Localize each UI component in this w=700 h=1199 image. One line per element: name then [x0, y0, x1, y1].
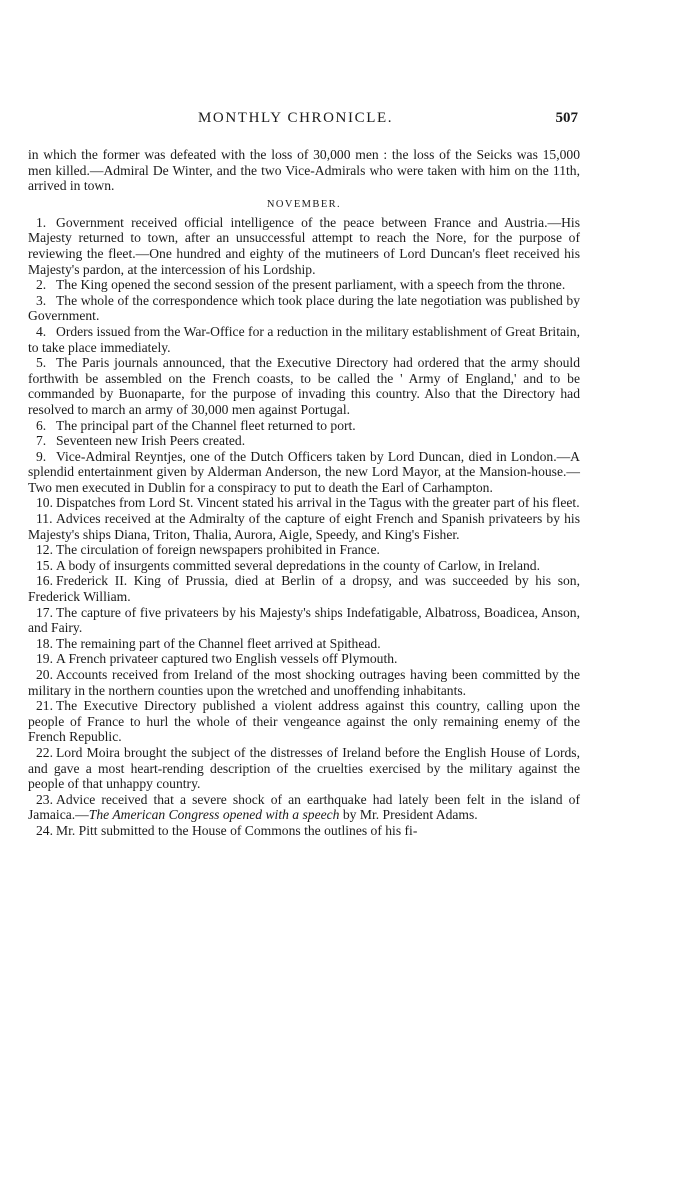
- page-header: [28, 110, 580, 132]
- entry-day: 11.: [36, 511, 53, 527]
- entry-text-italic: The American Congress opened with a speech: [88, 807, 340, 823]
- entry-day: 23.: [36, 791, 53, 807]
- entry-text: The King opened the second session of the present parliament, with a speech from the throne.: [56, 277, 566, 293]
- entry-day: 12.: [36, 542, 53, 558]
- entry-2: [28, 277, 580, 293]
- entry-21: [28, 698, 580, 745]
- running-head: MONTHLY CHRONICLE.: [198, 110, 394, 126]
- entry-16: [28, 573, 580, 604]
- entry-18: [28, 636, 580, 652]
- entry-text: Advice received that a severe shock of an earthquake had lately been felt in the island of Jamaica.—: [28, 791, 580, 823]
- entry-7: [28, 433, 580, 449]
- entry-3: [28, 293, 580, 324]
- intro-paragraph: in which the former was defeated with the loss of 30,000 men : the loss of the Seicks was 15,000 men killed.—Admiral De Winter, and the two Vice-Admirals who were taken with him on the 11th, arrived in town.: [28, 147, 580, 194]
- entry-day: 24.: [36, 822, 53, 838]
- entry-9: [28, 449, 580, 496]
- entry-text: The remaining part of the Channel fleet arrived at Spithead.: [56, 635, 381, 651]
- entry-4: [28, 324, 580, 355]
- entry-text: Advices received at the Admiralty of the capture of eight French and Spanish privateers by his Majesty's ships Diana, Triton, Thalia, Aurora, Aigle, Speedy, and King's Fisher.: [28, 511, 580, 542]
- entry-text: The capture of five privateers by his Majesty's ships Indefatigable, Albatross, Boadicea, Anson, and Fairy.: [28, 604, 580, 636]
- entry-15: [28, 558, 580, 574]
- entry-text: Dispatches from Lord St. Vincent stated his arrival in the Tagus with the greater part of his fleet.: [56, 495, 580, 511]
- entry-text: Seventeen new Irish Peers created.: [56, 433, 246, 449]
- entry-day: 21.: [36, 698, 53, 714]
- entry-day: 7.: [36, 433, 47, 449]
- page-number: 507: [555, 110, 578, 126]
- entry-day: 4.: [36, 323, 47, 339]
- entry-24: [28, 823, 580, 839]
- entry-day: 16.: [36, 573, 53, 589]
- entry-text: The Executive Directory published a violent address against this country, calling upon the people of France to hurl the whole of their vengeance against the only remaining enemy of the French Republic.: [28, 698, 580, 745]
- entry-22: [28, 745, 580, 792]
- entry-11: [28, 511, 580, 542]
- entry-day: 3.: [36, 292, 47, 308]
- entry-day: 20.: [36, 667, 53, 682]
- entry-23: [28, 792, 580, 823]
- entry-1: [28, 215, 580, 277]
- entry-day: 1.: [36, 214, 47, 230]
- entry-text: A body of insurgents committed several depredations in the county of Carlow, in Ireland.: [56, 557, 540, 573]
- entry-text: The Paris journals announced, that the Executive Directory had ordered that the army should forthwith be assembled on the French coasts, to be called the ' Army of England,' and to be commanded by Buonaparte, for the purpose of invading this country. Also that the Directory had resolved to march an army of 30,000 men against Portugal.: [28, 355, 580, 417]
- entry-text: The circulation of foreign newspapers prohibited in France.: [56, 542, 380, 558]
- entry-day: 5.: [36, 355, 47, 371]
- entry-10: [28, 495, 580, 511]
- entry-day: 15.: [36, 557, 53, 573]
- entry-text-after: by Mr. President Adams.: [339, 807, 478, 823]
- section-title: NOVEMBER.: [266, 198, 342, 210]
- entry-text: The principal part of the Channel fleet returned to port.: [56, 417, 356, 433]
- entry-17: [28, 605, 580, 636]
- entry-day: 18.: [36, 635, 53, 651]
- entry-text: Orders issued from the War-Office for a reduction in the military establishment of Great Britain, to take place immediately.: [28, 323, 580, 355]
- entry-text: Mr. Pitt submitted to the House of Commons the outlines of his fi-: [56, 822, 418, 838]
- entry-day: 10.: [36, 495, 53, 511]
- entry-day: 17.: [36, 604, 53, 620]
- entry-text: The whole of the correspondence which took place during the late negotiation was published by Government.: [28, 292, 580, 324]
- page: [28, 0, 580, 1199]
- entry-text: Vice-Admiral Reyntjes, one of the Dutch Officers taken by Lord Duncan, died in London.—A splendid entertainment given by Alderman Anderson, the new Lord Mayor, at the Mansion-house.—Two men executed in Dublin for a conspiracy to put to death the Earl of Carhampton.: [28, 448, 580, 495]
- entry-day: 6.: [36, 417, 47, 433]
- entry-text: Lord Moira brought the subject of the distresses of Ireland before the English House of Lords, and gave a most heart-rending description of the cruelties exercised by the military against the people of that unhappy country.: [28, 744, 580, 792]
- entry-day: 9.: [36, 448, 47, 464]
- entry-19: [28, 651, 580, 667]
- entry-12: [28, 542, 580, 558]
- entry-text: Government received official intelligence of the peace between France and Austria.—His Majesty returned to town, after an unsuccessful attempt to reach the Nore, for the purpose of reviewing the fleet.—One hundred and eighty of the mutineers of Lord Duncan's fleet received his Majesty's pardon, at the intercession of his Lordship.: [28, 214, 580, 277]
- entry-5: [28, 355, 580, 417]
- entry-day: 22.: [36, 744, 53, 760]
- entry-20: [28, 667, 580, 698]
- entry-6: [28, 418, 580, 434]
- entry-day: 19.: [36, 651, 53, 667]
- entry-text: Frederick II. King of Prussia, died at Berlin of a dropsy, and was succeeded by his son, Frederick William.: [28, 573, 580, 605]
- entry-text: Accounts received from Ireland of the most shocking outrages having been committed by the military in the northern counties upon the wretched and unoffending inhabitants.: [28, 667, 580, 698]
- entry-text: A French privateer captured two English vessels off Plymouth.: [56, 651, 398, 667]
- entry-day: 2.: [36, 277, 47, 293]
- chronicle-text: [28, 147, 580, 839]
